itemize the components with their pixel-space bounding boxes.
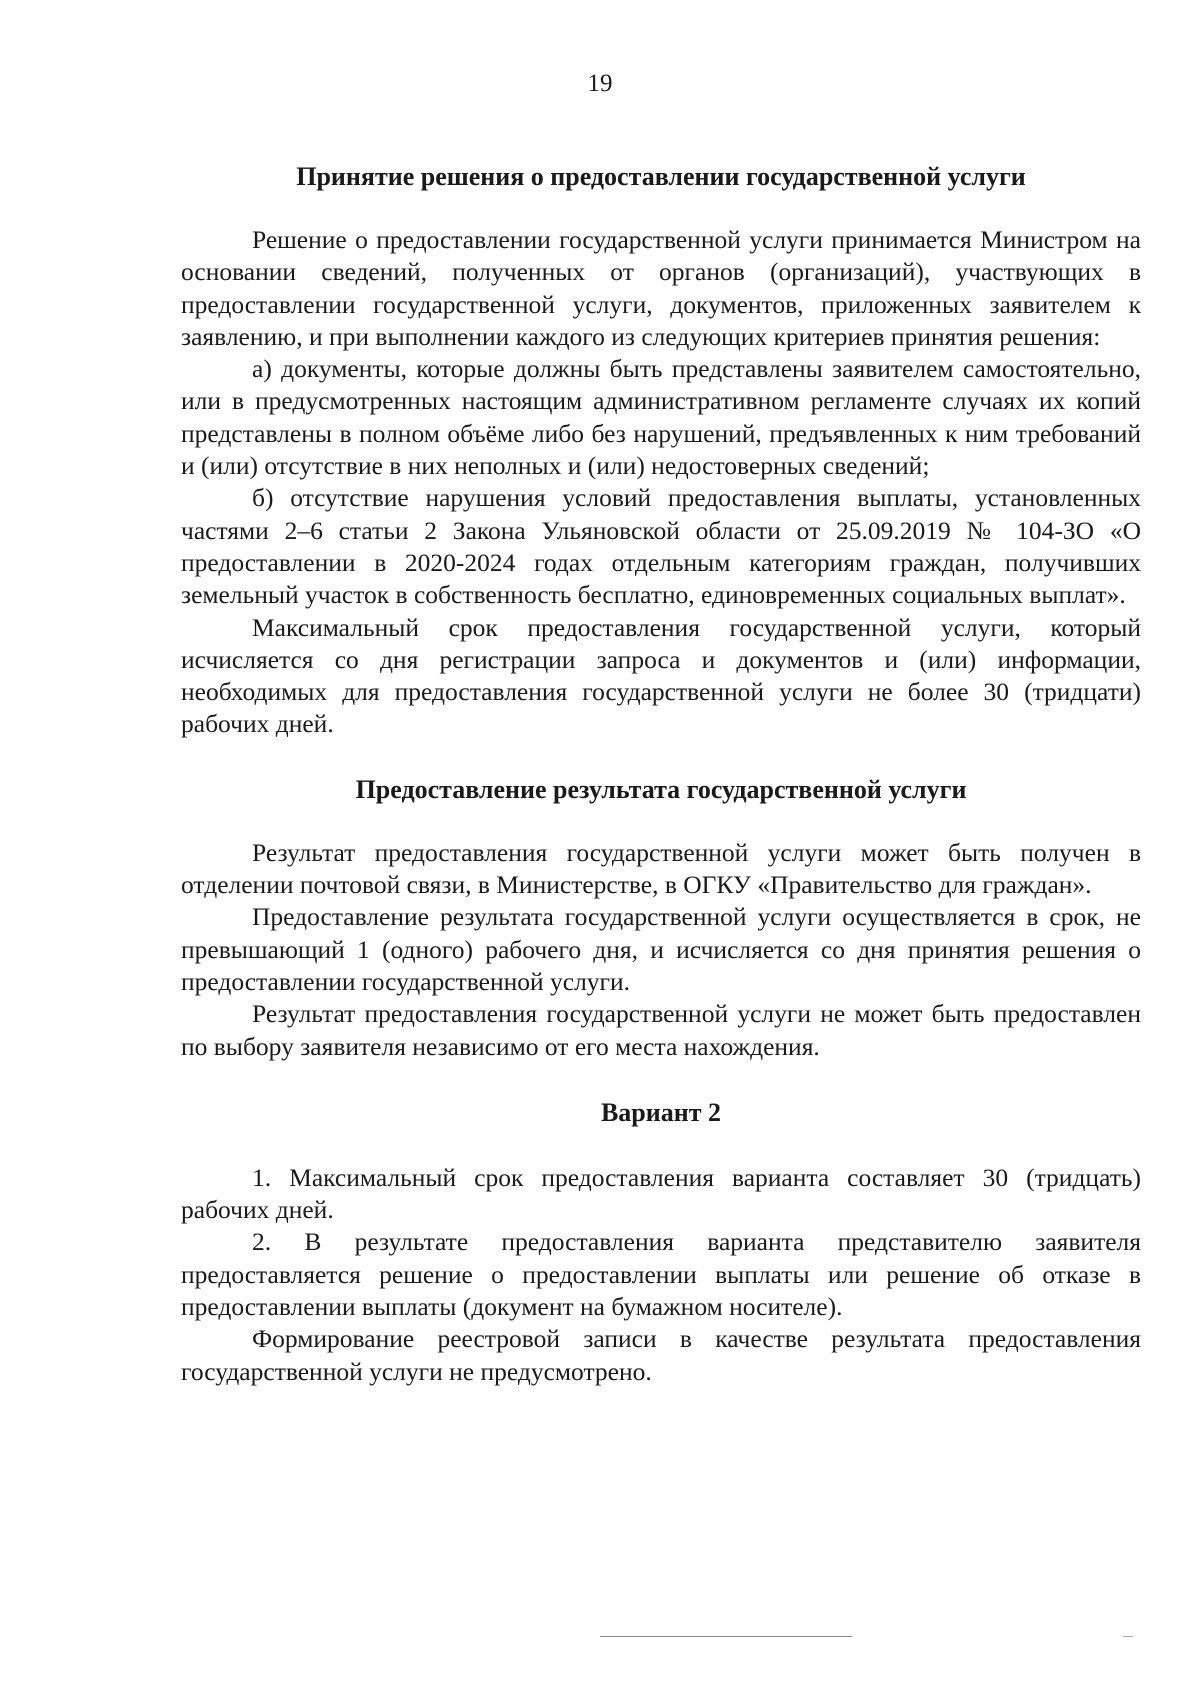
paragraph: Максимальный срок предоставления государственной услуги, который исчисляется со дня регистрации запроса и документов и (или) информации, необходимых для предоставления государственной услуги не более 30 (тридцати) рабочих дней. bbox=[181, 612, 1141, 739]
paragraph: а) документы, которые должны быть представлены заявителем самостоятельно, или в предусмотренных настоящим административном регламенте случаях их копий представлены в полном объёме либо без нарушений, предъявленных к ним требований и (или) отсутствие в них неполных и (или) недостоверных сведений; bbox=[181, 354, 1141, 481]
page-number: 19 bbox=[587, 70, 613, 97]
document-body bbox=[181, 160, 1141, 1388]
paragraph: б) отсутствие нарушения условий предоставления выплаты, установленных частями 2–6 статьи 2 Закона Ульяновской области от 25.09.2019 № 104-ЗО «О предоставлении в 2020-2024 годах отдельным категориям граждан, получивших земельный участок в собственность бесплатно, единовременных социальных выплат». bbox=[181, 483, 1141, 610]
paragraph: Предоставление результата государственной услуги осуществляется в срок, не превышающий 1 (одного) рабочего дня, и исчисляется со дня принятия решения о предоставлении государственной услуги. bbox=[181, 902, 1141, 996]
section-title-result: Предоставление результата государственной услуги bbox=[355, 774, 967, 804]
paragraph: Решение о предоставлении государственной услуги принимается Министром на основании сведений, полученных от органов (организаций), участвующих в предоставлении государственной услуги, документов, приложенных заявителем к заявлению, и при выполнении каждого из следующих критериев принятия решения: bbox=[181, 225, 1141, 351]
section-title-variant-2: Вариант 2 bbox=[600, 1097, 722, 1127]
paragraph: Формирование реестровой записи в качестве результата предоставления государственной услуги не предусмотрено. bbox=[181, 1324, 1141, 1386]
paragraph: Результат предоставления государственной услуги может быть получен в отделении почтовой связи, в Министерстве, в ОГКУ «Правительство для граждан». bbox=[181, 837, 1141, 900]
paragraph: 2. В результате предоставления варианта представителю заявителя предоставляется решение о предоставлении выплаты или решение об отказе в предоставлении выплаты (документ на бумажном носителе). bbox=[181, 1227, 1141, 1322]
footer-divider bbox=[600, 1636, 852, 1637]
footer-mark bbox=[1123, 1636, 1133, 1637]
paragraph: Результат предоставления государственной услуги не может быть предоставлен по выбору заявителя независимо от его места нахождения. bbox=[181, 999, 1141, 1061]
paragraph: 1. Максимальный срок предоставления варианта составляет 30 (тридцать) рабочих дней. bbox=[181, 1162, 1141, 1225]
section-title-decision: Принятие решения о предоставлении государственной услуги bbox=[296, 162, 1026, 191]
